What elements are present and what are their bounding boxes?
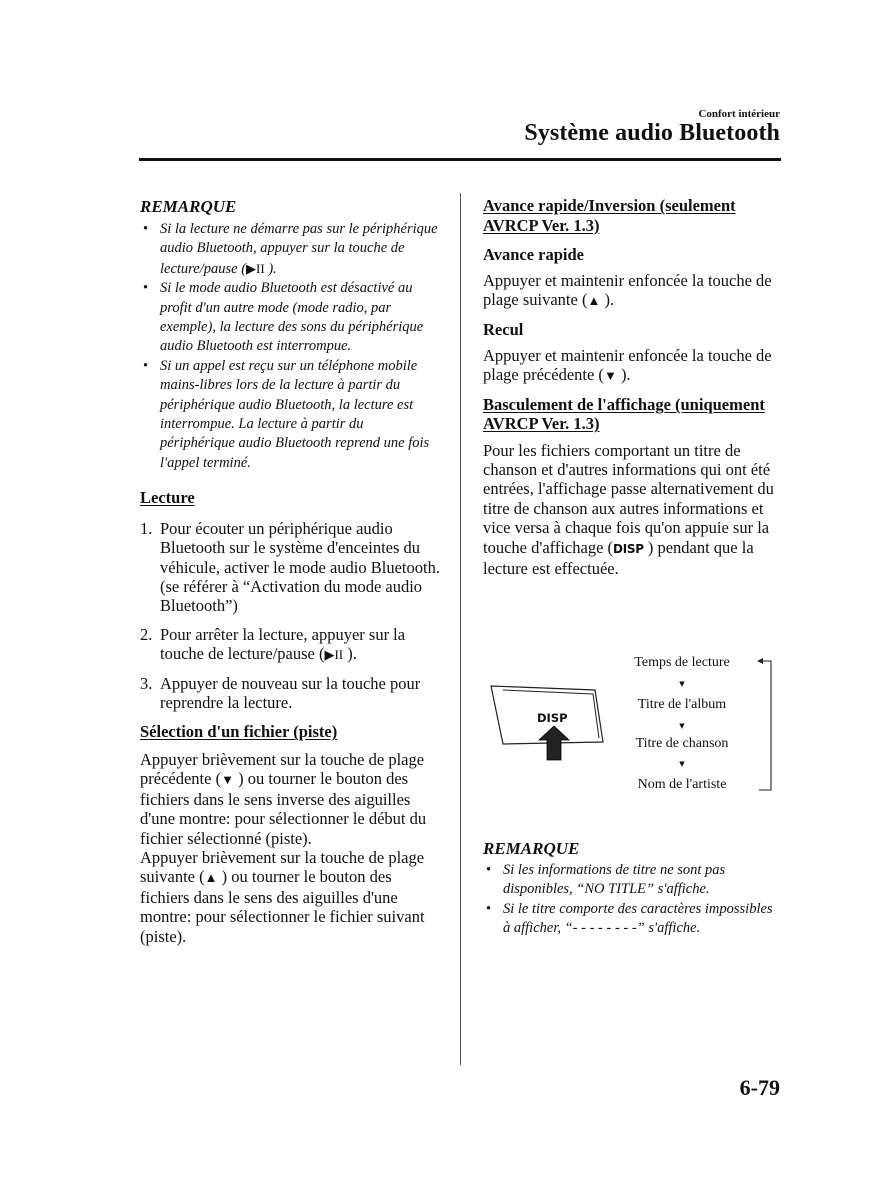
down-arrow-icon: ▼ [679, 680, 685, 688]
step-text: Pour écouter un périphérique audio Bluetooth sur le système d'enceintes du véhicule, activer le mode audio Bluetooth. (se référer à “Activation du mode audio Bluetooth”) [160, 518, 440, 616]
avance-text-end: ). [604, 289, 615, 309]
recul-text: Appuyer et maintenir enfoncée la touche de plage précédente ( [483, 345, 772, 385]
diagram-graphics [483, 648, 783, 798]
selection-paragraph [140, 750, 440, 946]
down-arrow-icon: ▼ [679, 760, 685, 768]
step-number: 1. [140, 518, 153, 538]
step-text: Pour arrêter la lecture, appuyer sur la touche de lecture/pause ( [160, 624, 406, 664]
note-item [140, 220, 440, 279]
header-rule [139, 158, 781, 161]
down-arrow-icon: ▼ [221, 772, 234, 788]
section-label: Confort intérieur [698, 108, 780, 120]
right-column [483, 196, 783, 578]
step-text-end: ). [347, 644, 357, 664]
up-arrow-icon: ▲ [587, 292, 601, 308]
play-pause-icon: ▶II [246, 260, 265, 276]
cycle-bracket [758, 661, 771, 790]
note-item-text: Si la lecture ne démarre pas sur le périphérique audio Bluetooth, appuyer sur la touche de lecture/pause ( [160, 221, 438, 277]
lecture-steps [140, 519, 440, 713]
affichage-text: Pour les fichiers comportant un titre de chanson et d'autres informations qui ont été entrées, l'affichage passe alternativement du titre de chanson aux autres informations et vice versa à chaque fois qu'on appuie sur la touche d'affichage ( [483, 440, 774, 557]
section-heading-affichage: Basculement de l'affichage (uniquement AVRCP Ver. 1.3) [483, 394, 765, 434]
recul-paragraph [483, 346, 783, 386]
play-pause-icon: ▶II [324, 647, 344, 663]
step-item [140, 625, 440, 665]
selection-text: Appuyer brièvement sur la touche de plage suivante ( [140, 847, 425, 887]
sequence-item: Nom de l'artiste [637, 777, 727, 792]
note-block-left [140, 196, 440, 473]
avance-paragraph [483, 271, 783, 311]
sequence-item: Titre de l'album [637, 697, 727, 712]
note-title: REMARQUE [483, 839, 580, 858]
left-column [140, 196, 440, 946]
note-title: REMARQUE [140, 197, 237, 216]
section-heading-selection: Sélection d'un fichier (piste) [140, 722, 338, 742]
selection-text: Appuyer brièvement sur la touche de plage précédente ( [140, 749, 425, 789]
page-title: Système audio Bluetooth [524, 120, 780, 146]
cycle-arrow-head [757, 658, 763, 664]
note-list [140, 220, 440, 473]
column-divider [460, 193, 461, 1065]
sequence-item: Titre de chanson [635, 736, 729, 751]
selection-text: ) ou tourner le bouton des fichiers dans le sens inverse des aiguilles d'une montre: pour sélectionner le début du fichier sélectionné (piste). [140, 769, 427, 848]
display-cycle-diagram [483, 648, 783, 798]
step-item [140, 674, 440, 713]
selection-text: ) ou tourner le bouton des fichiers dans le sens des aiguilles d'une montre: pour sélectionner le fichier suivant (piste). [140, 867, 425, 946]
down-arrow-icon: ▼ [679, 722, 685, 730]
note-block-right [483, 838, 783, 939]
section-heading-avance: Avance rapide/Inversion (seulement AVRCP Ver. 1.3) [483, 196, 736, 235]
step-item [140, 519, 440, 616]
disp-button-icon: DISP [613, 541, 644, 556]
step-number: 3. [140, 673, 153, 693]
note-item: • Si le mode audio Bluetooth est désactivé au profit d'un autre mode (mode radio, par exemple), la lecture des sons du périphérique audio Bluetooth est interrompue. [140, 279, 440, 357]
note-item: • Si un appel est reçu sur un téléphone mobile mains-libres lors de la lecture à partir du périphérique audio Bluetooth, la lecture est interrompue. La lecture à partir du périphérique audio Bluetooth reprend une fois l'appel terminé. [140, 357, 440, 473]
up-arrow-icon: ▲ [204, 870, 218, 886]
step-text: Appuyer de nouveau sur la touche pour reprendre la lecture. [160, 673, 421, 713]
subheading-avance-rapide: Avance rapide [483, 245, 584, 264]
note-item: • Si les informations de titre ne sont pas disponibles, “NO TITLE” s'affiche. [483, 861, 783, 900]
recul-text-end: ). [620, 365, 631, 385]
section-heading-lecture: Lecture [140, 488, 195, 508]
affichage-text-end: ) pendant que la lecture est effectuée. [483, 537, 754, 579]
subheading-recul: Recul [483, 320, 524, 340]
note-item-end: ). [268, 260, 277, 277]
page-number: 6-79 [739, 1075, 780, 1100]
avance-text: Appuyer et maintenir enfoncée la touche de plage suivante ( [483, 270, 772, 309]
note-item: • Si le titre comporte des caractères impossibles à afficher, “- - - - - - - -” s'affiche. [483, 900, 783, 939]
step-number: 2. [140, 624, 153, 644]
sequence-item: Temps de lecture [634, 655, 730, 670]
down-arrow-icon: ▼ [603, 368, 617, 384]
affichage-paragraph [483, 441, 783, 579]
disp-button-label: DISP [537, 711, 568, 725]
note-list [483, 861, 783, 939]
